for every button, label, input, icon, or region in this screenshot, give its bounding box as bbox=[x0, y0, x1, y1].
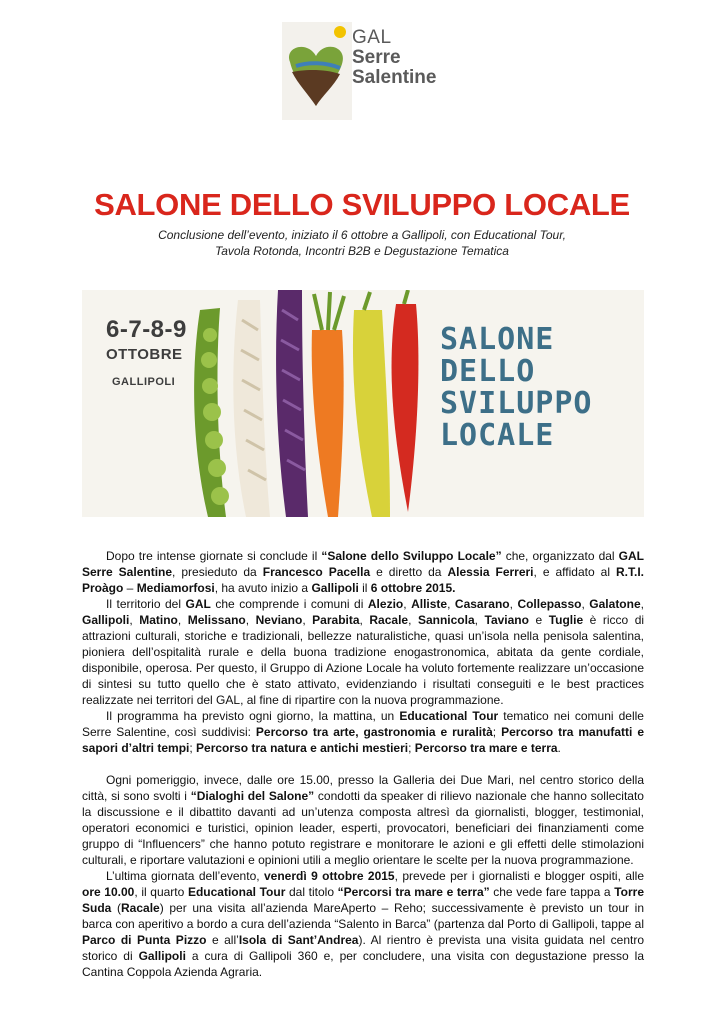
gal-heart-emblem-icon bbox=[282, 22, 352, 120]
logo-wordmark bbox=[352, 28, 436, 88]
document-title: SALONE DELLO SVILUPPO LOCALE bbox=[94, 187, 630, 222]
banner-month: OTTOBRE bbox=[106, 346, 183, 363]
paragraph-4: Ogni pomeriggio, invece, dalle ore 15.00, presso la Galleria dei Due Mari, nel centro storico della città, si sono svolti i “Dialoghi del Salone” condotti da speaker di rilievo nazionale che hanno sollecitato la discussione e il dibattito davanti ad un’utenza composta altresì da giornalisti, blogger, testimonial, operatori economici e turistici, opinion leader, esperti, provocatori, beneficiari dei finanziamenti come gruppo di “Influencers” che hanno potuto registrare e monitorare le azioni e gli effetti delle stimolazioni culturali, e riportare valutazioni e opinioni utili a meglio orientare le scelte per la nuova programmazione. bbox=[82, 773, 644, 867]
document-subtitle bbox=[0, 227, 724, 259]
logo-line-serre: Serre bbox=[352, 47, 401, 68]
paragraph-3: Il programma ha previsto ogni giorno, la mattina, un Educational Tour tematico nei comuni delle Serre Salentine, così suddivisi: Percorso tra arte, gastronomia e ruralità; Percorso tra manufatti e sapori d’altri tempi; Percorso tra natura e antichi mestieri; Percorso tra mare e terra. bbox=[82, 709, 645, 755]
banner-word-sviluppo: SVILUPPO bbox=[440, 386, 593, 421]
banner-city: GALLIPOLI bbox=[112, 376, 176, 388]
gal-logo bbox=[282, 22, 444, 120]
article-body bbox=[82, 548, 644, 980]
logo-line-gal: GAL bbox=[352, 27, 392, 48]
banner-word-dello: DELLO bbox=[440, 354, 536, 389]
paragraph-5: L’ultima giornata dell’evento, venerdì 9 ottobre 2015, prevede per i giornalisti e blogger ospiti, alle ore 10.00, il quarto Educational Tour dal titolo “Percorsi tra mare e terra” che vede fare tappa a Torre Suda (Racale) per una visita all’azienda MareAperto – Reho; successivamente è previsto un tour in barca con aperitivo a bordo a cura dell’azienda “Salento in Barca” (partenza dal Porto di Gallipoli, tappe al Parco di Punta Pizzo e all’Isola di Sant’Andrea). Al rientro è prevista una visita guidata nel centro storico di Gallipoli a cura di Gallipoli 360 e, per concludere, una visita con degustazione presso la Cantina Coppola Azienda Agraria. bbox=[82, 869, 645, 979]
paragraph-1: Dopo tre intense giornate si conclude il “Salone dello Sviluppo Locale” che, organizzato dal GAL Serre Salentine, presieduto da Francesco Pacella e diretto da Alessia Ferreri, e affidato al R.T.I. Proàgo – Mediamorfosi, ha avuto inizio a Gallipoli il 6 ottobre 2015. bbox=[82, 549, 645, 595]
subtitle-line-2: Tavola Rotonda, Incontri B2B e Degustazione Tematica bbox=[215, 244, 509, 258]
paragraph-2: Il territorio del GAL che comprende i comuni di Alezio, Alliste, Casarano, Collepasso, Galatone, Gallipoli, Matino, Melissano, Neviano, Parabita, Racale, Sannicola, Taviano e Tuglie è ricco di attrazioni culturali, storiche e tradizionali, bellezze naturalistiche, quasi un’isola nella penisola salentina, pioniera dell’ospitalità rurale e della buona tradizione enogastronomica, abitata da gente cordiale, disponibile, operosa. Per questo, il Gruppo di Azione Locale ha voluto fortemente realizzare un’occasione di sintesi su tutto quello che è stato attivato, evidenziando i risultati conseguiti e le best practices realizzate nei territori del GAL, al fine di ripartire con la nuova programmazione. bbox=[82, 597, 645, 707]
banner-word-salone: SALONE bbox=[440, 322, 555, 357]
subtitle-line-1: Conclusione dell’evento, iniziato il 6 ottobre a Gallipoli, con Educational Tour, bbox=[158, 228, 566, 242]
banner-word-locale: LOCALE bbox=[440, 418, 555, 453]
vegetables-illustration-icon bbox=[186, 290, 426, 517]
banner-dates: 6-7-8-9 bbox=[106, 316, 187, 343]
logo-line-salentine: Salentine bbox=[352, 67, 437, 88]
event-banner-image bbox=[82, 290, 644, 517]
